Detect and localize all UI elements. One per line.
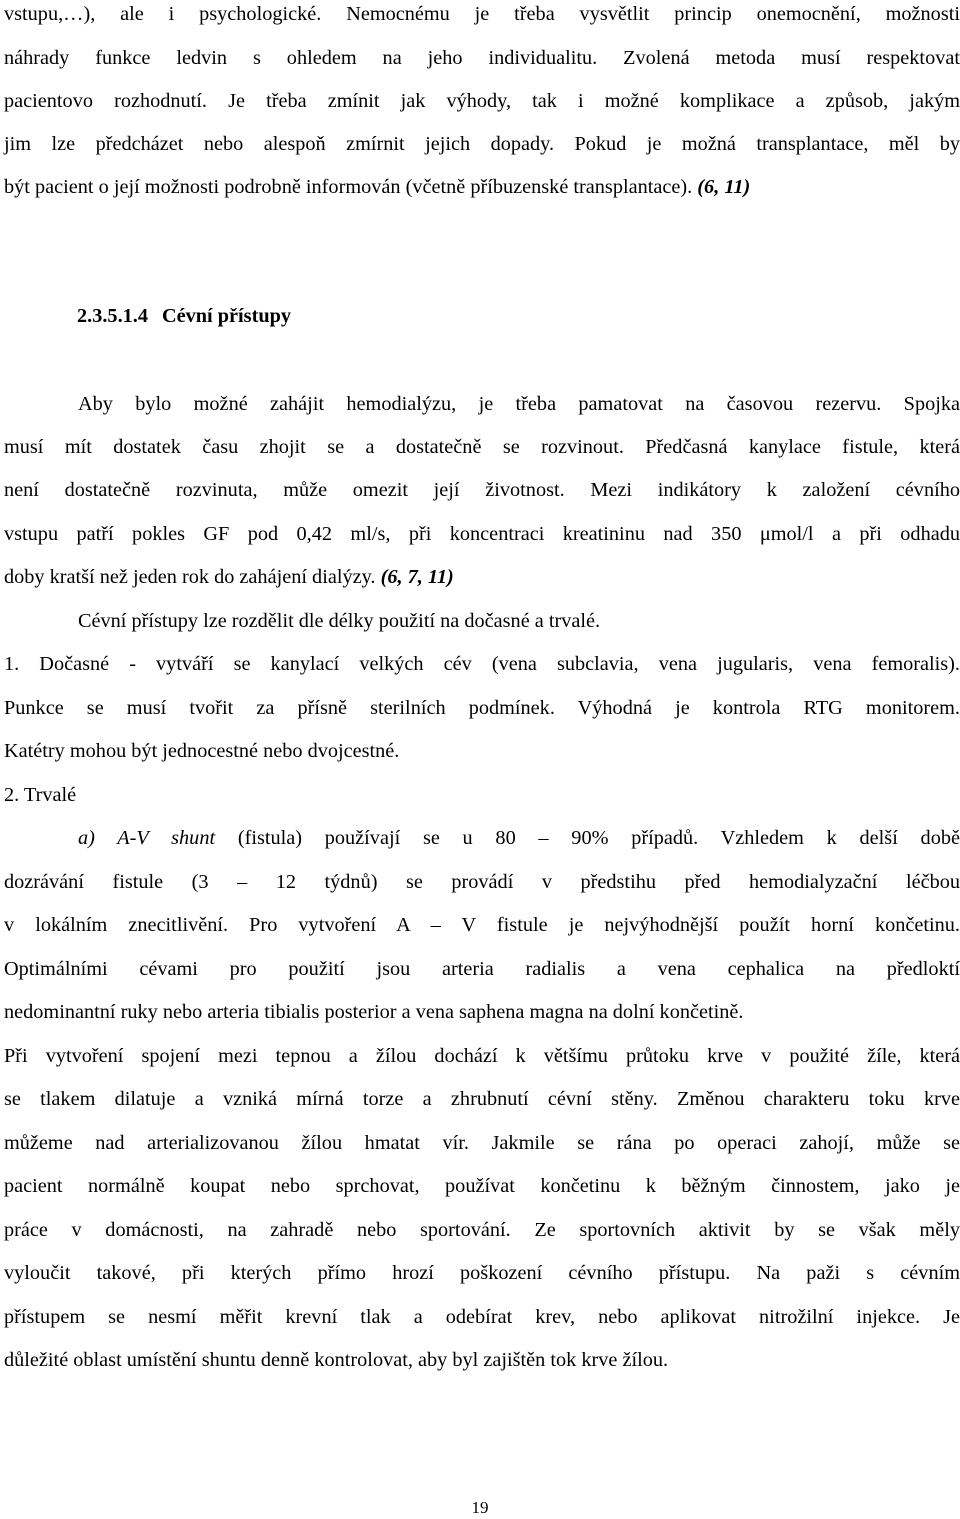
citation-reference: (6, 7, 11) [380,566,454,588]
list-item: 1. Dočasné - vytváří se kanylací velkých cév (vena subclavia, vena jugularis, vena femoralis). [4,653,960,675]
text-line [4,175,750,199]
text-line: pacientovo rozhodnutí. Je třeba zmínit jak výhody, tak i možné komplikace a způsob, jakým [4,90,960,112]
text-line [4,565,454,589]
text-line: přístupem se nesmí měřit krevní tlak a odebírat krev, nebo aplikovat nitrožilní injekce. Je [4,1306,960,1328]
section-number: 2.3.5.1.4 [77,305,148,327]
text-line: Katétry mohou být jednocestné nebo dvojcestné. [4,740,400,762]
text-span: (fistula) používají se u 80 – 90% případů. Vzhledem k delší době [215,827,960,849]
page-number: 19 [471,1498,489,1517]
text-line: Punkce se musí tvořit za přísně sterilních podmínek. Výhodná je kontrola RTG monitorem. [4,697,960,719]
text-line: se tlakem dilatuje a vzniká mírná torze a zhrubnutí cévní stěny. Změnou charakteru toku krve [4,1088,960,1110]
text-line: Aby bylo možné zahájit hemodialýzu, je třeba pamatovat na časovou rezervu. Spojka [78,393,960,415]
text-line: můžeme nad arterializovanou žílou hmatat vír. Jakmile se rána po operaci zahojí, může se [4,1132,960,1154]
text-line: musí mít dostatek času zhojit se a dostatečně se rozvinout. Předčasná kanylace fistule, která [4,436,960,458]
text-line: dozrávání fistule (3 – 12 týdnů) se provádí v předstihu před hemodialyzační léčbou [4,871,960,893]
text-line: v lokálním znecitlivění. Pro vytvoření A – V fistule je nejvýhodnější použít horní končetinu. [4,914,960,936]
text-span: být pacient o její možnosti podrobně informován (včetně příbuzenské transplantace). [4,176,693,198]
list-item: 2. Trvalé [4,784,77,806]
text-line [78,826,960,850]
text-span: doby kratší než jeden rok do zahájení dialýzy. [4,566,376,588]
text-line: pacient normálně koupat nebo sprchovat, používat končetinu k běžným činnostem, jako je [4,1175,960,1197]
section-heading [77,304,291,328]
section-title: Cévní přístupy [161,305,292,327]
citation-reference: (6, 11) [697,176,751,198]
text-line: Cévní přístupy lze rozdělit dle délky použití na dočasné a trvalé. [78,610,601,632]
text-line: Při vytvoření spojení mezi tepnou a žílou dochází k většímu průtoku krve v použité žíle, která [4,1045,960,1067]
text-line: náhrady funkce ledvin s ohledem na jeho individualitu. Zvolená metoda musí respektovat [4,47,960,69]
text-line: jim lze předcházet nebo alespoň zmírnit jejich dopady. Pokud je možná transplantace, měl by [4,133,960,155]
text-line: Optimálními cévami pro použití jsou arteria radialis a vena cephalica na předloktí [4,958,960,980]
text-line: vyloučit takové, při kterých přímo hrozí poškození cévního přístupu. Na paži s cévním [4,1262,960,1284]
text-line: práce v domácnosti, na zahradě nebo sportování. Ze sportovních aktivit by se však měly [4,1219,960,1241]
subitem-label: a) A-V shunt [78,827,216,849]
text-line: vstupu,…), ale i psychologické. Nemocnému je třeba vysvětlit princip onemocnění, možnosti [4,3,960,25]
text-line: není dostatečně rozvinuta, může omezit její životnost. Mezi indikátory k založení cévního [4,479,960,501]
text-line: nedominantní ruky nebo arteria tibialis posterior a vena saphena magna na dolní končetině. [4,1001,744,1023]
text-line: vstupu patří pokles GF pod 0,42 ml/s, při koncentraci kreatininu nad 350 μmol/l a při odhadu [4,523,960,545]
text-line: důležité oblast umístění shuntu denně kontrolovat, aby byl zajištěn tok krve žílou. [4,1349,669,1371]
